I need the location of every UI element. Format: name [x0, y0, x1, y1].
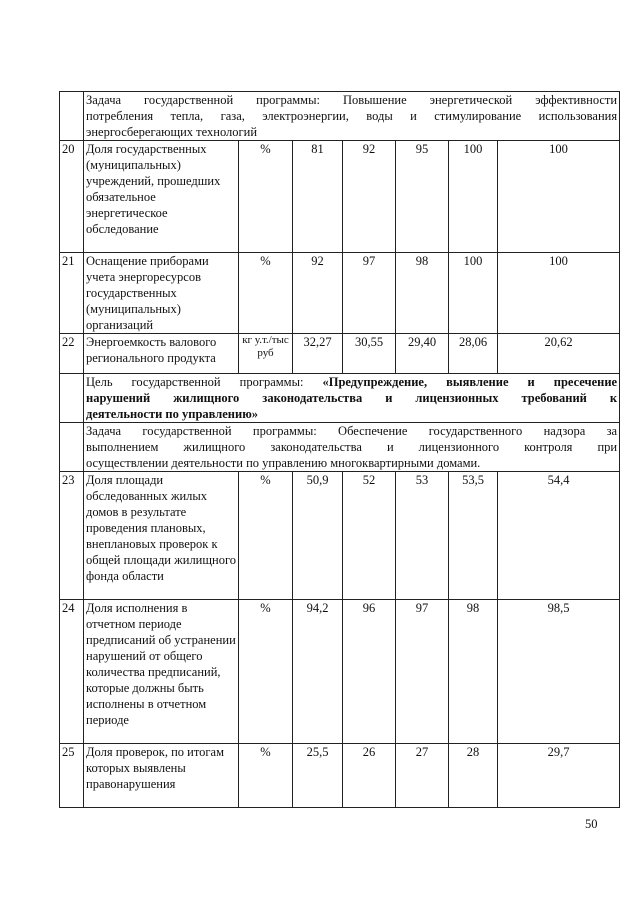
value-cell: 32,27: [293, 334, 343, 374]
empty-num-cell: [60, 374, 84, 423]
value-cell: 29,40: [396, 334, 449, 374]
unit-cell: %: [239, 600, 293, 744]
goal-line: нарушений жилищного законодательства и лицензионных требований к: [86, 391, 618, 405]
row-number: 23: [60, 472, 84, 600]
value-cell: 27: [396, 744, 449, 808]
table-row: [60, 334, 620, 374]
table-row: [60, 141, 620, 253]
row-number: 24: [60, 600, 84, 744]
page-number: 50: [585, 817, 598, 831]
unit-cell: %: [239, 253, 293, 334]
goal-row: [60, 374, 620, 423]
goal-cell: [84, 374, 620, 423]
value-cell: 30,55: [343, 334, 396, 374]
indicators-table: [59, 91, 620, 808]
value-cell: 53,5: [449, 472, 498, 600]
value-cell: 28: [449, 744, 498, 808]
task-cell: [84, 92, 620, 141]
value-cell: 20,62: [498, 334, 620, 374]
indicator-name: Доля площади обследованных жилых домов в результате проведения плановых, внеплановых проверок к общей площади жилищного фонда области: [84, 472, 239, 600]
table-row: [60, 472, 620, 600]
value-cell: 100: [449, 253, 498, 334]
value-cell: 100: [498, 141, 620, 253]
unit-cell: %: [239, 744, 293, 808]
row-number: 25: [60, 744, 84, 808]
value-cell: 95: [396, 141, 449, 253]
task-line: Задача государственной программы: Повышение энергетической эффективности: [86, 93, 618, 107]
value-cell: 52: [343, 472, 396, 600]
indicator-name: Доля исполнения в отчетном периоде предписаний об устранении нарушений от общего количества предписаний, которые должны быть исполнены в отчетном периоде: [84, 600, 239, 744]
value-cell: 50,9: [293, 472, 343, 600]
task-line: потребления тепла, газа, электроэнергии, воды и стимулирование использования: [86, 109, 618, 123]
task-line: Задача государственной программы: Обеспечение государственного надзора за: [86, 424, 618, 438]
empty-num-cell: [60, 423, 84, 472]
value-cell: 100: [498, 253, 620, 334]
unit-cell: кг у.т./тыс руб: [239, 334, 293, 374]
task-line: выполнением жилищного законодательства и лицензионного контроля при: [86, 440, 618, 454]
task-line: осуществлении деятельности по управлению многоквартирными домами.: [86, 456, 481, 470]
row-number: 20: [60, 141, 84, 253]
value-cell: 28,06: [449, 334, 498, 374]
value-cell: 29,7: [498, 744, 620, 808]
value-cell: 100: [449, 141, 498, 253]
indicator-name: Оснащение приборами учета энергоресурсов государственных (муниципальных) организаций: [84, 253, 239, 334]
table-row: [60, 253, 620, 334]
value-cell: 92: [343, 141, 396, 253]
task-cell: [84, 423, 620, 472]
table-row: [60, 744, 620, 808]
indicator-name: Энергоемкость валового регионального продукта: [84, 334, 239, 374]
value-cell: 97: [343, 253, 396, 334]
task-line: энергосберегающих технологий: [86, 125, 258, 139]
task-row-energy: [60, 92, 620, 141]
value-cell: 96: [343, 600, 396, 744]
value-cell: 94,2: [293, 600, 343, 744]
value-cell: 26: [343, 744, 396, 808]
row-number: 22: [60, 334, 84, 374]
unit-cell: %: [239, 472, 293, 600]
indicator-name: Доля проверок, по итогам которых выявлены правонарушения: [84, 744, 239, 808]
value-cell: 54,4: [498, 472, 620, 600]
task-row-housing: [60, 423, 620, 472]
value-cell: 81: [293, 141, 343, 253]
value-cell: 25,5: [293, 744, 343, 808]
value-cell: 98,5: [498, 600, 620, 744]
unit-cell: %: [239, 141, 293, 253]
goal-line: Цель государственной программы: «Предупреждение, выявление и пресечение: [86, 375, 618, 389]
value-cell: 98: [449, 600, 498, 744]
row-number: 21: [60, 253, 84, 334]
empty-num-cell: [60, 92, 84, 141]
goal-line: деятельности по управлению»: [86, 407, 258, 421]
indicator-name: Доля государственных (муниципальных) учреждений, прошедших обязательное энергетическое обследование: [84, 141, 239, 253]
value-cell: 98: [396, 253, 449, 334]
table-row: [60, 600, 620, 744]
value-cell: 53: [396, 472, 449, 600]
value-cell: 97: [396, 600, 449, 744]
value-cell: 92: [293, 253, 343, 334]
